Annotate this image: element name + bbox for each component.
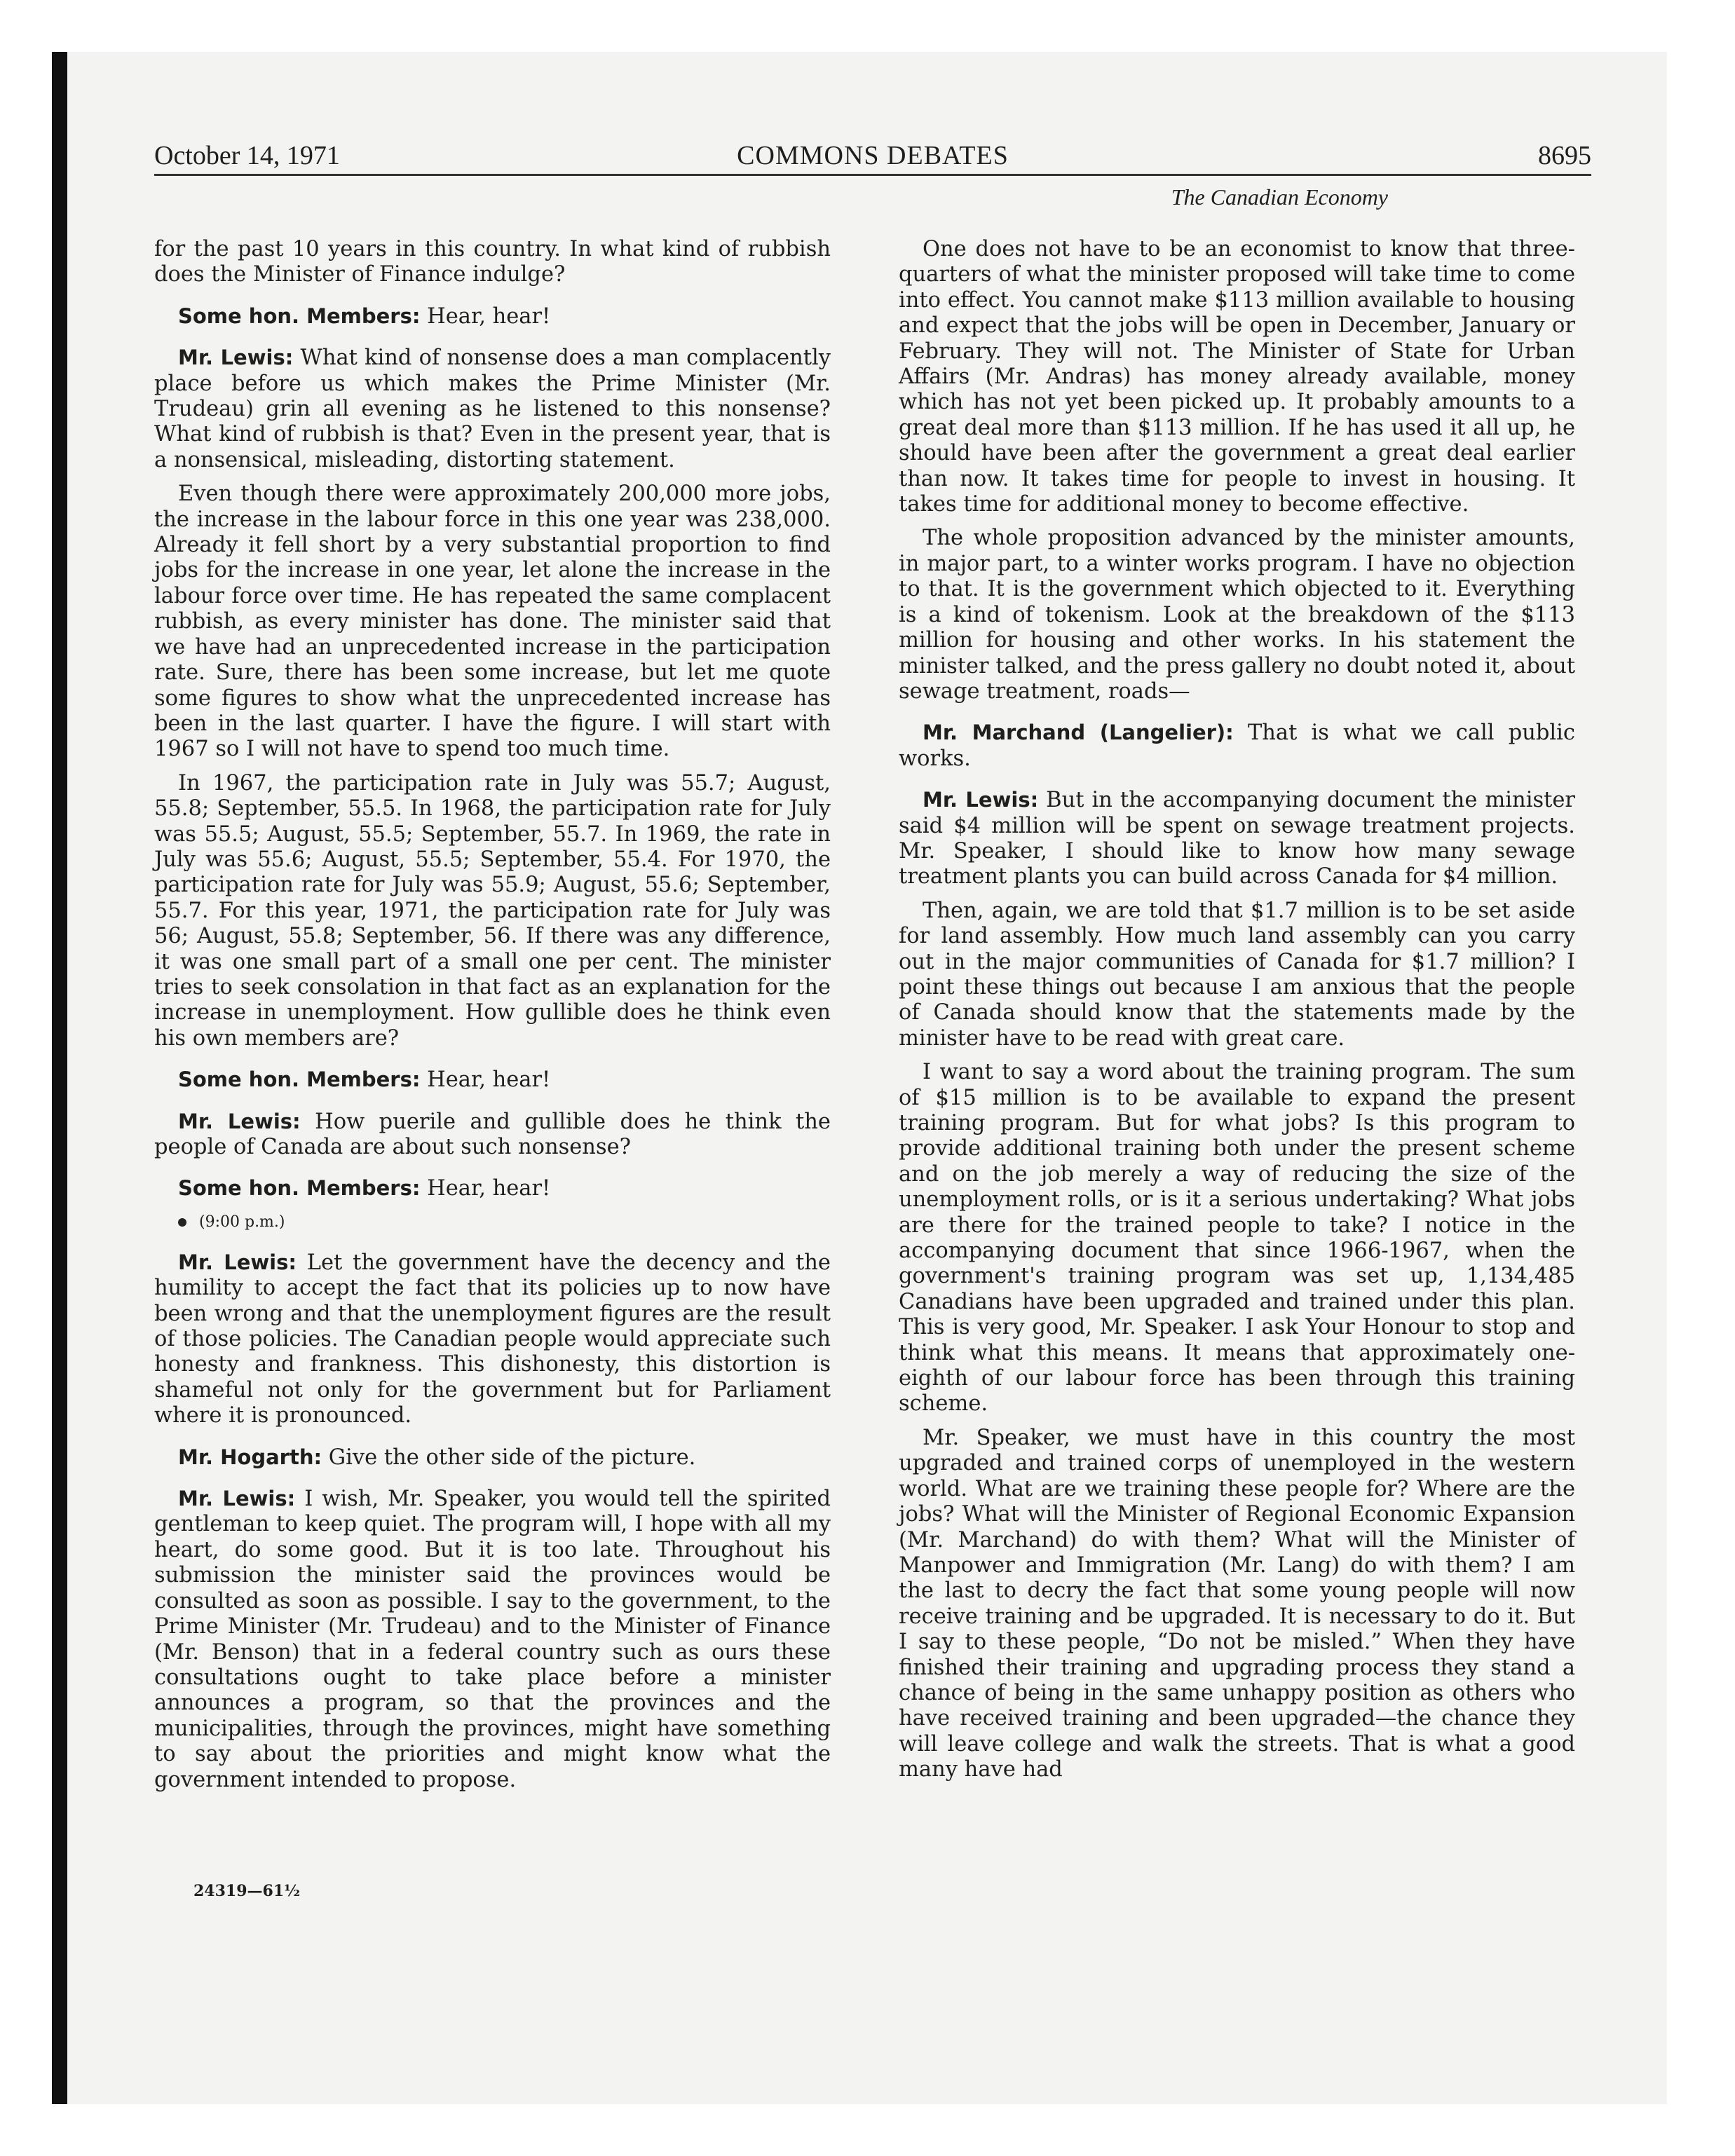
speech-text: Hear, hear! bbox=[420, 1176, 551, 1201]
paragraph: The whole proposition advanced by the minister amounts, in major part, to a winter works program. I have no objection to that. It is the government which objected to it. Everything is a kind of tokenism. Look at the breakdown of the $113 million for housing and other works. In his statement the minister talked, and the press gallery no doubt noted it, about sewage treatment, roads— bbox=[899, 526, 1575, 704]
speaker-name: Mr. Lewis: bbox=[178, 346, 294, 370]
speaker-name: Some hon. Members: bbox=[178, 1176, 421, 1201]
paragraph bbox=[154, 1486, 831, 1793]
paragraph: Mr. Speaker, we must have in this country the most upgraded and trained corps of unemployed in the western world. What are we training these people for? Where are the jobs? What will the Minister of Regional Economic Expansion (Mr. Marchand) do with them? What will the Minister of Manpower and Immigration (Mr. Lang) do with them? I am the last to decry the fact that some young people will now receive training and be upgraded. It is necessary to do it. But I say to these people, “Do not be misled.” When they have finished their training and upgrading process they stand a chance of being in the same unhappy position as others who have received training and been upgraded—the chance they will leave college and walk the streets. That is what a good many have had bbox=[899, 1425, 1575, 1782]
speech-text: Give the other side of the picture. bbox=[322, 1445, 696, 1470]
speaker-name: Mr. Lewis: bbox=[178, 1250, 297, 1274]
header-page-number: 8695 bbox=[1538, 141, 1591, 170]
subject-heading: The Canadian Economy bbox=[1171, 184, 1388, 210]
speaker-name: Mr. Hogarth: bbox=[178, 1445, 322, 1469]
paragraph bbox=[899, 720, 1575, 772]
speaker-name: Mr. Lewis: bbox=[923, 788, 1039, 812]
paragraph bbox=[154, 1175, 831, 1201]
speaker-name: Some hon. Members: bbox=[178, 1067, 421, 1092]
binding-edge bbox=[52, 52, 67, 2104]
paragraph: One does not have to be an economist to know that three-quarters of what the minister proposed will take time to come into effect. You cannot make $113 million available to housing and expect that the jobs will be open in December, January or February. They will not. The Minister of State for Urban Affairs (Mr. Andras) has money already available, money which has not yet been picked up. It probably amounts to a great deal more than $113 million. If he has used it all up, he should have been after the government a great deal earlier than now. It takes time for people to invest in housing. It takes time for additional money to become effective. bbox=[899, 237, 1575, 517]
paragraph bbox=[899, 787, 1575, 890]
right-column bbox=[899, 237, 1575, 1792]
bullet-icon bbox=[178, 1218, 186, 1227]
paragraph: for the past 10 years in this country. In what kind of rubbish does the Minister of Finance indulge? bbox=[154, 237, 831, 287]
left-column bbox=[154, 237, 831, 1801]
paragraph: Then, again, we are told that $1.7 million is to be set aside for land assembly. How much land assembly can you carry out in the major communities of Canada for $1.7 million? I point these things out because I am anxious that the people of Canada should know that the statements made by the minister have to be read with great care. bbox=[899, 898, 1575, 1051]
speech-text: What kind of nonsense does a man complacently place before us which makes the Prime Minister (Mr. Trudeau) grin all evening as he listened to this nonsense? What kind of rubbish is that? Even in the present year, that is a nonsensical, misleading, distorting statement. bbox=[154, 346, 831, 472]
paragraph bbox=[154, 303, 831, 329]
timestamp-marker bbox=[154, 1210, 831, 1234]
paragraph: In 1967, the participation rate in July was 55.7; August, 55.8; September, 55.5. In 1968, the participation rate for July was 55.5; August, 55.5; September, 55.7. In 1969, the rate in July was 55.6; August, 55.5; September, 55.4. For 1970, the participation rate for July was 55.9; August, 55.6; September, 55.7. For this year, 1971, the participation rate for July was 56; August, 55.8; September, 56. If there was any difference, it was one small part of a small one per cent. The minister tries to seek consolation in that fact as an explanation for the increase in unemployment. How gullible does he think even his own members are? bbox=[154, 770, 831, 1051]
paragraph bbox=[154, 345, 831, 473]
header-publication: COMMONS DEBATES bbox=[737, 141, 1009, 170]
paragraph: I want to say a word about the training program. The sum of $15 million is to be available to expand the present training program. But for what jobs? Is this program to provide additional training both under the present scheme and on the job merely a way of reducing the size of the unemployment rolls, or is it a serious undertaking? What jobs are there for the trained people to take? I notice in the accompanying document that since 1966-1967, when the government's training program was set up, 1,134,485 Canadians have been upgraded and trained under this plan. This is very good, Mr. Speaker. I ask Your Honour to stop and think what this means. It means that approximately one-eighth of our labour force has been through this training scheme. bbox=[899, 1060, 1575, 1417]
speaker-name: Mr. Lewis: bbox=[178, 1487, 296, 1511]
paragraph bbox=[154, 1445, 831, 1471]
speaker-name: Mr. Lewis: bbox=[178, 1109, 301, 1133]
speech-text: Hear, hear! bbox=[420, 1067, 551, 1093]
speech-text: But in the accompanying document the minister said $4 million will be spent on sewage treatment projects. Mr. Speaker, I should like to know how many sewage treatment plants you can build across Canada for $4 million. bbox=[899, 788, 1575, 889]
speaker-name: Some hon. Members: bbox=[178, 303, 421, 328]
paragraph bbox=[154, 1067, 831, 1093]
speaker-name: Mr. Marchand (Langelier): bbox=[923, 721, 1234, 745]
paragraph bbox=[154, 1250, 831, 1429]
speech-text: Hear, hear! bbox=[420, 303, 551, 329]
print-code: 24319—61½ bbox=[193, 1882, 301, 1900]
paragraph: Even though there were approximately 200,000 more jobs, the increase in the labour force in this one year was 238,000. Already it fell short by a very substantial proportion to find jobs for the increase in one year, let alone the increase in the labour force over time. He has repeated the same complacent rubbish, as every minister has done. The minister said that we have had an unprecedented increase in the participation rate. Sure, there has been some increase, but let me quote some figures to show what the unprecedented increase has been in the last quarter. I have the figure. I will start with 1967 so I will not have to spend too much time. bbox=[154, 482, 831, 762]
header-date: October 14, 1971 bbox=[154, 141, 340, 170]
speech-text: Let the government have the decency and the humility to accept the fact that its policies up to now have been wrong and that the unemployment figures are the result of those policies. The Canadian people would appreciate such honesty and frankness. This dishonesty, this distortion is shameful not only for the government but for Parliament where it is pronounced. bbox=[154, 1250, 831, 1428]
speech-text: That is what we call public works. bbox=[899, 721, 1575, 771]
speech-text: I wish, Mr. Speaker, you would tell the spirited gentleman to keep quiet. The program will, I hope with all my heart, do some good. But it is too late. Throughout his submission the minister said the provinces would be consulted as soon as possible. I say to the government, to the Prime Minister (Mr. Trudeau) and to the Minister of Finance (Mr. Benson) that in a federal country such as ours these consultations ought to take place before a minister announces a program, so that the provinces and the municipalities, through the provinces, might have something to say about the priorities and might know what the government intended to propose. bbox=[154, 1487, 831, 1792]
speech-text: How puerile and gullible does he think the people of Canada are about such nonsense? bbox=[154, 1109, 831, 1159]
running-header bbox=[154, 140, 1591, 176]
hansard-page bbox=[154, 140, 1591, 2075]
paragraph bbox=[154, 1109, 831, 1161]
timestamp-text: (9:00 p.m.) bbox=[199, 1213, 285, 1231]
